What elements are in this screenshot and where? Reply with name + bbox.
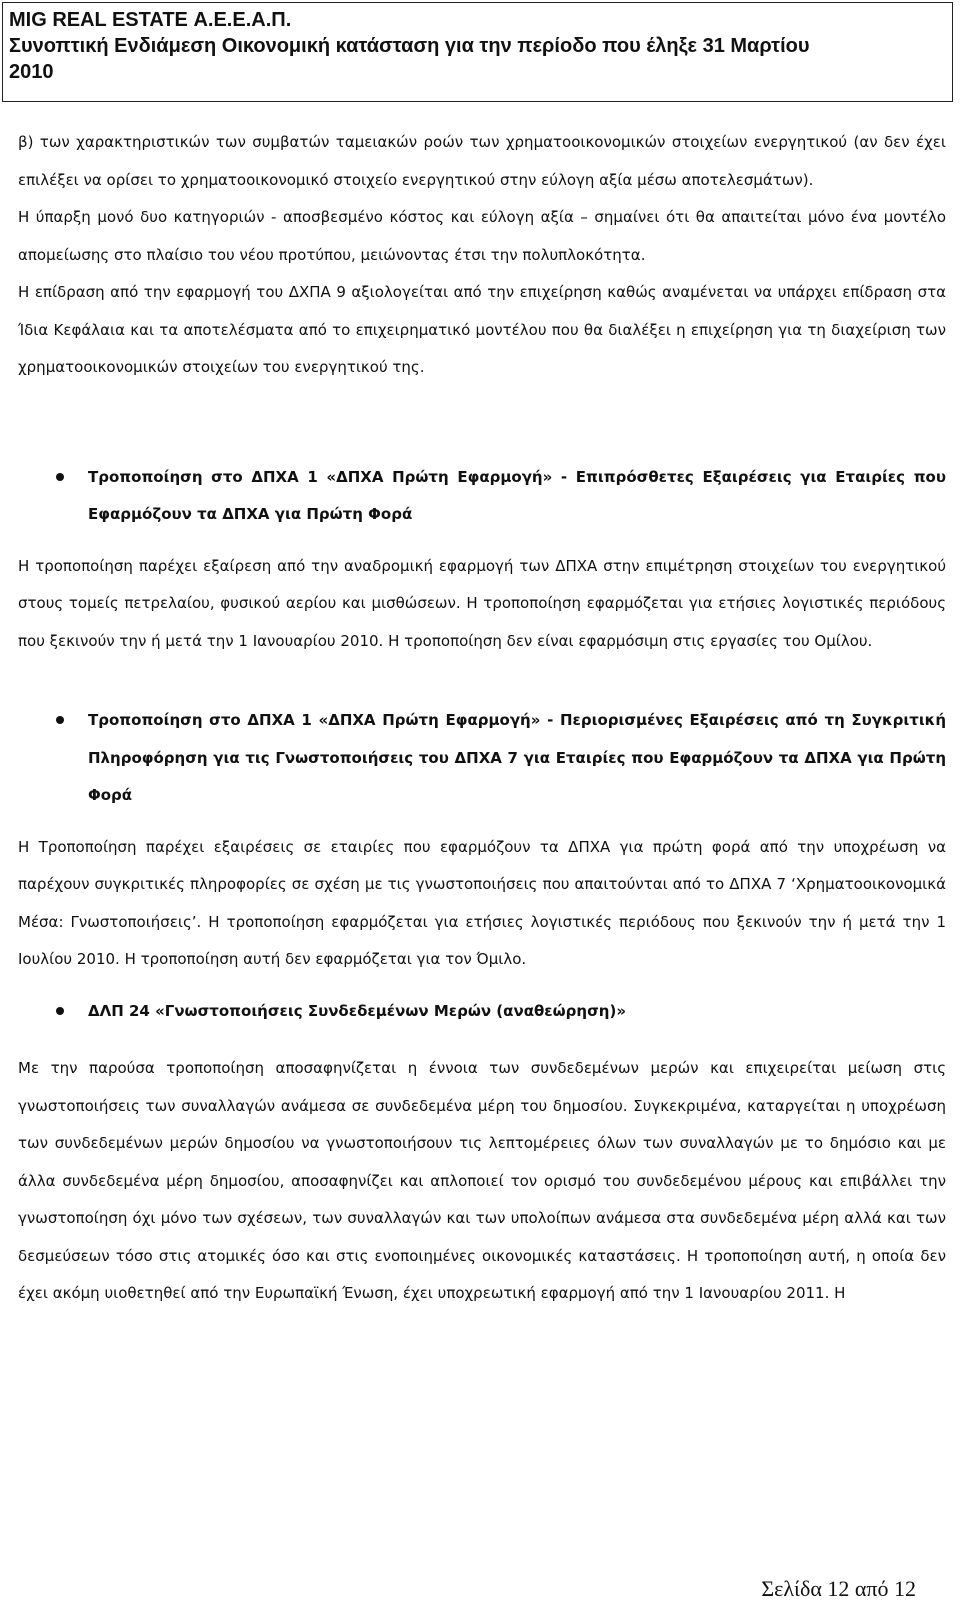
section-heading <box>18 702 946 815</box>
section-body: Η τροποποίηση παρέχει εξαίρεση από την αναδρομική εφαρμογή των ΔΠΧΑ στην επιμέτρηση στοιχείων του ενεργητικού στους τομείς πετρελαίου, φυσικού αερίου και μισθώσεων. Η τροποποίηση εφαρμόζεται για ετήσιες λογιστικές περιόδους που ξεκινούν την ή μετά την 1 Ιανουαρίου 2010. Η τροποποίηση δεν είναι εφαρμόσιμη στις εργασίες του Ομίλου. <box>18 556 946 650</box>
page-header <box>2 2 953 102</box>
report-title: Συνοπτική Ενδιάμεση Οικονομική κατάσταση για την περίοδο που έληξε 31 Μαρτίου <box>9 35 810 57</box>
paragraph: Η επίδραση από την εφαρμογή του ΔΧΠΑ 9 αξιολογείται από την επιχείρηση καθώς αναμένεται να υπάρχει επίδραση στα Ίδια Κεφάλαια και τα αποτελέσματα από το επιχειρηματικό μοντέλου που θα διαλέξει η επιχείρηση για τη διαχείριση των χρηματοοικονομικών στοιχείων του ενεργητικού της. <box>18 283 946 376</box>
bullet-icon <box>56 1007 64 1015</box>
section-heading <box>18 993 946 1031</box>
report-title-year: 2010 <box>9 61 54 83</box>
bullet-icon <box>56 473 64 481</box>
section-heading <box>18 459 946 534</box>
section-heading-text: ΔΛΠ 24 «Γνωστοποιήσεις Συνδεδεμένων Μερών (αναθεώρηση)» <box>88 1001 627 1020</box>
section-heading-text: Τροποποίηση στο ΔΠΧΑ 1 «ΔΠΧΑ Πρώτη Εφαρμογή» - Επιπρόσθετες Εξαιρέσεις για Εταιρίες που Εφαρμόζουν τα ΔΠΧΑ για Πρώτη Φορά <box>88 467 946 523</box>
section-body: Η Τροποποίηση παρέχει εξαιρέσεις σε εταιρίες που εφαρμόζουν τα ΔΠΧΑ για πρώτη φορά από την υποχρέωση να παρέχουν συγκριτικές πληροφορίες σε σχέση με τις γνωστοποιήσεις που απαιτούνται από το ΔΠΧΑ 7 ‘Χρηματοοικονομικά Μέσα: Γνωστοποιήσεις’. Η τροποποίηση εφαρμόζεται για ετήσιες λογιστικές περιόδους που ξεκινούν την ή μετά την 1 Ιουλίου 2010. Η τροποποίηση αυτή δεν εφαρμόζεται για τον Όμιλο. <box>18 837 946 968</box>
paragraph: Η ύπαρξη μονό δυο κατηγοριών - αποσβεσμένο κόστος και εύλογη αξία – σημαίνει ότι θα απαιτείται μόνο ένα μοντέλο απομείωσης στο πλαίσιο του νέου προτύπου, μειώνοντας έτσι την πολυπλοκότητα. <box>18 208 946 264</box>
section-body: Με την παρούσα τροποποίηση αποσαφηνίζεται η έννοια των συνδεδεμένων μερών και επιχειρείται μείωση στις γνωστοποιήσεις των συναλλαγών ανάμεσα σε συνδεδεμένα μέρη του δημοσίου. Συγκεκριμένα, καταργείται η υποχρέωση των συνδεδεμένων μερών δημοσίου να γνωστοποιήσουν τις λεπτομέρειες όλων των συναλλαγών με το δημόσιο και με άλλα συνδεδεμένα μέρη δημοσίου, αποσαφηνίζει και απλοποιεί τον ορισμό του συνδεδεμένου μέρους και επιβάλλει την γνωστοποίηση όχι μόνο των σχέσεων, των συναλλαγών και των υπολοίπων ανάμεσα στα συνδεδεμένα μέρη αλλά και των δεσμεύσεων τόσο στις ατομικές όσο και στις ενοποιημένες οικονομικές καταστάσεις. Η τροποποίηση αυτή, η οποία δεν έχει ακόμη υιοθετηθεί από την Ευρωπαϊκή Ένωση, έχει υποχρεωτική εφαρμογή από την 1 Ιανουαρίου 2011. Η <box>18 1059 946 1302</box>
company-name: MIG REAL ESTATE Α.Ε.Ε.Α.Π. <box>9 9 292 31</box>
section-heading-text: Τροποποίηση στο ΔΠΧΑ 1 «ΔΠΧΑ Πρώτη Εφαρμογή» - Περιορισμένες Εξαιρέσεις από τη Συγκριτική Πληροφόρηση για τις Γνωστοποιήσεις του ΔΠΧΑ 7 για Εταιρίες που Εφαρμόζουν τα ΔΠΧΑ για Πρώτη Φορά <box>88 711 946 804</box>
bullet-icon <box>56 716 64 724</box>
paragraph: β) των χαρακτηριστικών των συμβατών ταμειακών ροών των χρηματοοικονομικών στοιχείων ενεργητικού (αν δεν έχει επιλέξει να ορίσει το χρηματοοικονομικό στοιχείο ενεργητικού στην εύλογη αξία μέσω αποτελεσμάτων). <box>18 133 946 189</box>
document-body <box>18 124 946 1313</box>
page-number: Σελίδα 12 από 12 <box>761 1576 916 1601</box>
